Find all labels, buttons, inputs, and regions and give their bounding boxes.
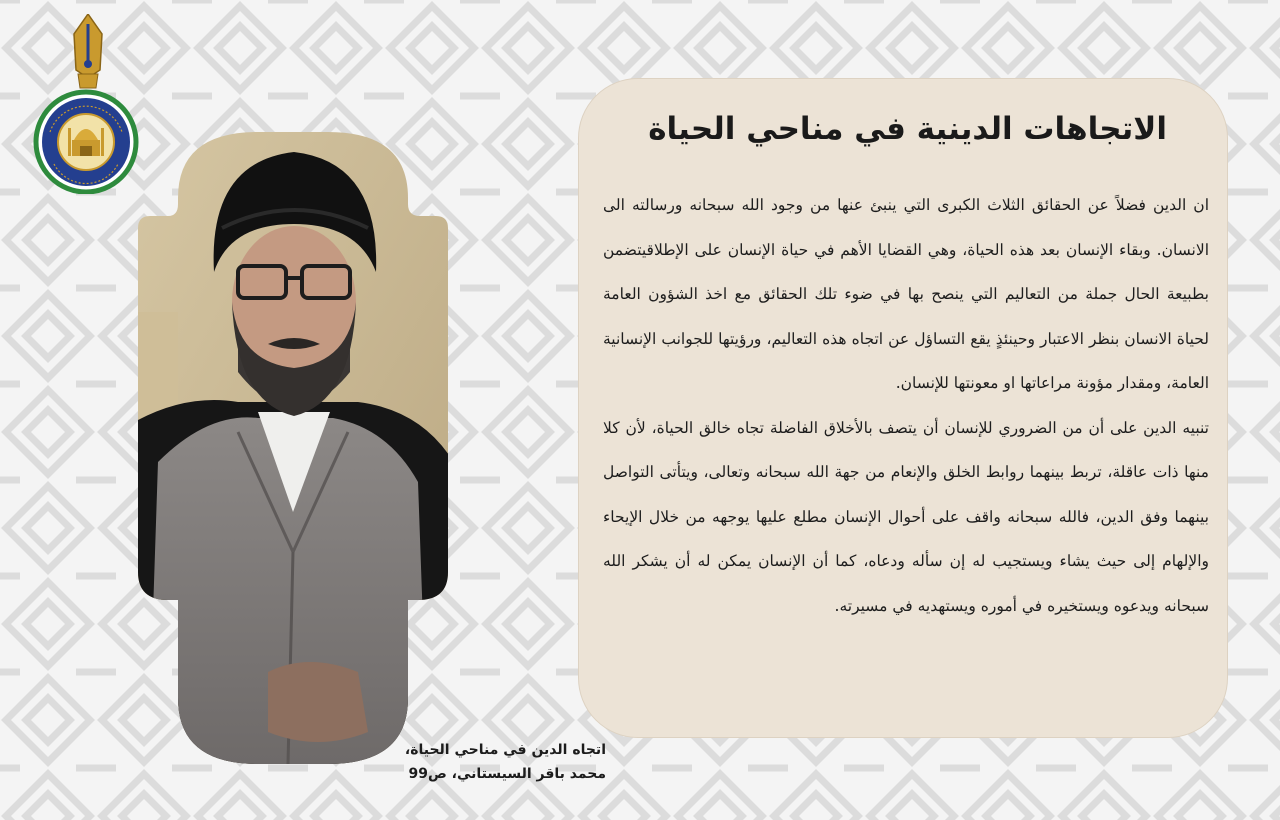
paragraph-1: ان الدين فضلاً عن الحقائق الثلاث الكبرى التي ينبئ عنها من وجود الله سبحانه ورسالته الى الانسان. وبقاء الإنسان بعد هذه الحياة، وهي القضايا الأهم في حياة الإنسان على الإطلاقيتضمن بطبيعة الحال جملة من التعاليم التي ينصح بها في ضوء تلك الحقائق مع اخذ الشؤون العامة لحياة الانسان بنظر الاعتبار وحينئذٍ يقع التساؤل عن اتجاه هذه التعاليم، ورؤيتها للجوانب الإنسانية العامة، ومقدار مؤونة مراعاتها او معونتها للإنسان. (603, 196, 1209, 392)
caption-source-title: اتجاه الدين في مناحي الحياة، (404, 742, 606, 758)
paragraph-2: تنبيه الدين على أن من الضروري للإنسان أن يتصف بالأخلاق الفاضلة تجاه خالق الحياة، لأن كلا منها ذات عاقلة، تربط بينهما روابط الخلق والإنعام من جهة الله سبحانه وتعالى، ويتأتى التواصل بينهما وفق الدين، فالله سبحانه واقف على أحوال الإنسان مطلع عليها يوجهه من خلال الإيحاء والإلهام إلى حيث يشاء ويستجيب له إن سأله ودعاه، كما أن الإنسان يمكن له أن يشكر الله سبحانه ويدعوه ويستخيره في أموره ويستهديه في مسيرته. (603, 418, 1209, 615)
pen-nib-icon (74, 14, 102, 88)
card-body (603, 183, 1209, 628)
portrait-photo (118, 132, 468, 764)
text-card (578, 78, 1228, 738)
card-title: الاتجاهات الدينية في مناحي الحياة (648, 111, 1167, 147)
caption-author-page: محمد باقر السيستاني، ص99 (408, 766, 606, 782)
